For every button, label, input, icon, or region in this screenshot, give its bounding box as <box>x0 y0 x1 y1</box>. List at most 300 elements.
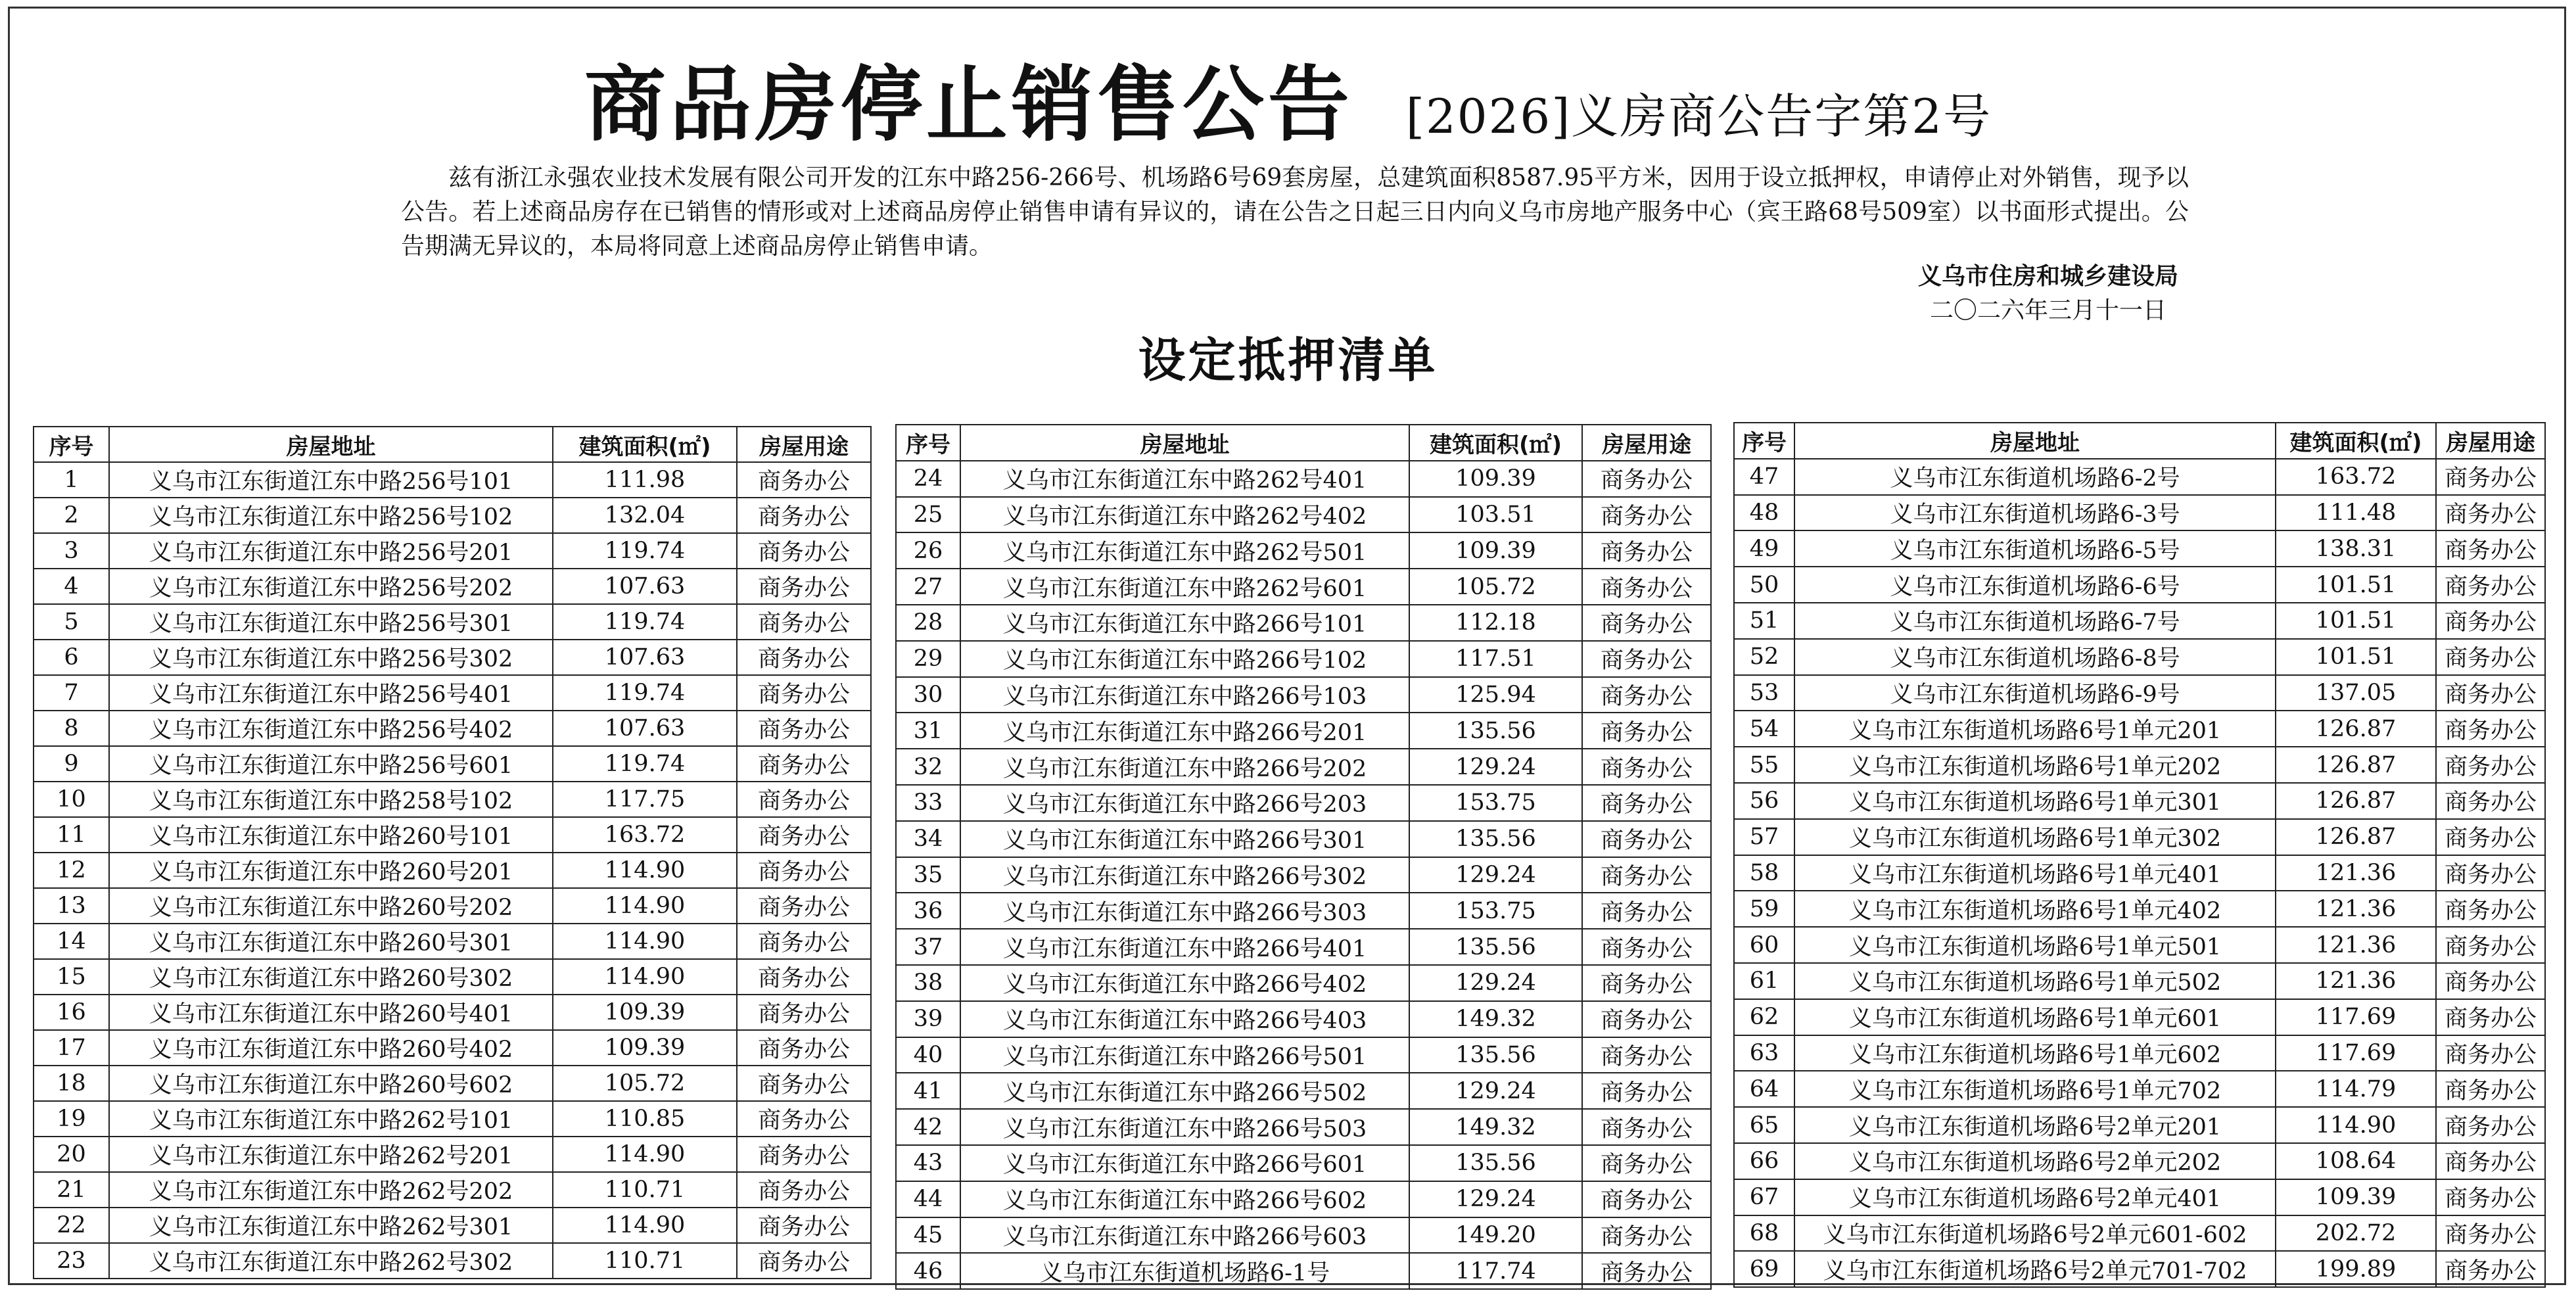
cell-address: 义乌市江东街道机场路6号1单元702 <box>1794 1071 2276 1107</box>
header-use: 房屋用途 <box>1582 425 1711 461</box>
cell-use: 商务办公 <box>737 640 871 675</box>
cell-address: 义乌市江东街道江东中路256号401 <box>109 675 553 711</box>
cell-no: 5 <box>34 604 109 640</box>
table-row <box>1734 963 2545 999</box>
cell-no: 57 <box>1734 819 1794 855</box>
cell-address: 义乌市江东街道江东中路266号402 <box>960 965 1409 1001</box>
cell-area: 135.56 <box>1409 1037 1582 1073</box>
cell-area: 108.64 <box>2276 1143 2436 1179</box>
cell-area: 126.87 <box>2276 819 2436 855</box>
cell-address: 义乌市江东街道江东中路260号301 <box>109 924 553 959</box>
cell-area: 109.39 <box>1409 532 1582 569</box>
cell-use: 商务办公 <box>2436 1107 2545 1143</box>
header-use: 房屋用途 <box>2436 423 2545 459</box>
cell-area: 117.69 <box>2276 999 2436 1035</box>
cell-area: 103.51 <box>1409 497 1582 533</box>
cell-use: 商务办公 <box>2436 675 2545 711</box>
cell-address: 义乌市江东街道江东中路262号302 <box>109 1243 553 1279</box>
cell-no: 44 <box>896 1181 960 1217</box>
cell-use: 商务办公 <box>737 888 871 924</box>
cell-use: 商务办公 <box>1582 1001 1711 1037</box>
cell-area: 117.74 <box>1409 1253 1582 1289</box>
cell-area: 110.71 <box>553 1243 737 1279</box>
cell-address: 义乌市江东街道机场路6-5号 <box>1794 530 2276 567</box>
cell-area: 199.89 <box>2276 1251 2436 1287</box>
cell-address: 义乌市江东街道江东中路256号301 <box>109 604 553 640</box>
cell-address: 义乌市江东街道江东中路266号303 <box>960 893 1409 929</box>
cell-no: 36 <box>896 893 960 929</box>
table-row <box>896 641 1711 677</box>
table-row <box>1734 567 2545 603</box>
cell-no: 23 <box>34 1243 109 1279</box>
cell-use: 商务办公 <box>737 782 871 817</box>
cell-no: 50 <box>1734 567 1794 603</box>
cell-area: 109.39 <box>2276 1179 2436 1215</box>
cell-area: 163.72 <box>553 817 737 853</box>
cell-use: 商务办公 <box>2436 530 2545 567</box>
table-row <box>896 749 1711 785</box>
cell-area: 111.98 <box>553 462 737 498</box>
cell-use: 商务办公 <box>737 1172 871 1208</box>
table-row <box>1734 783 2545 819</box>
cell-use: 商务办公 <box>1582 1109 1711 1145</box>
cell-use: 商务办公 <box>737 959 871 995</box>
table-row <box>34 498 871 533</box>
cell-no: 65 <box>1734 1107 1794 1143</box>
cell-use: 商务办公 <box>1582 1181 1711 1217</box>
cell-address: 义乌市江东街道江东中路262号401 <box>960 461 1409 497</box>
cell-no: 30 <box>896 677 960 713</box>
cell-no: 60 <box>1734 927 1794 963</box>
cell-area: 101.51 <box>2276 567 2436 603</box>
mortgage-table-3 <box>1733 422 2546 1288</box>
cell-address: 义乌市江东街道江东中路266号603 <box>960 1217 1409 1254</box>
cell-area: 107.63 <box>553 640 737 675</box>
cell-area: 114.90 <box>553 853 737 888</box>
cell-use: 商务办公 <box>1582 1217 1711 1254</box>
cell-use: 商务办公 <box>737 746 871 782</box>
cell-address: 义乌市江东街道机场路6-6号 <box>1794 567 2276 603</box>
table-row <box>1734 1071 2545 1107</box>
cell-no: 32 <box>896 749 960 785</box>
cell-use: 商务办公 <box>737 1066 871 1101</box>
cell-use: 商务办公 <box>2436 999 2545 1035</box>
cell-no: 56 <box>1734 783 1794 819</box>
cell-no: 20 <box>34 1137 109 1172</box>
cell-use: 商务办公 <box>2436 1071 2545 1107</box>
cell-no: 17 <box>34 1030 109 1066</box>
cell-area: 163.72 <box>2276 459 2436 495</box>
cell-no: 26 <box>896 532 960 569</box>
cell-no: 51 <box>1734 603 1794 639</box>
cell-use: 商务办公 <box>737 853 871 888</box>
table-row <box>896 497 1711 533</box>
cell-area: 119.74 <box>553 675 737 711</box>
cell-use: 商务办公 <box>737 924 871 959</box>
cell-use: 商务办公 <box>2436 1179 2545 1215</box>
cell-area: 109.39 <box>553 995 737 1030</box>
cell-address: 义乌市江东街道机场路6号2单元201 <box>1794 1107 2276 1143</box>
cell-no: 63 <box>1734 1035 1794 1071</box>
cell-address: 义乌市江东街道江东中路266号501 <box>960 1037 1409 1073</box>
cell-no: 25 <box>896 497 960 533</box>
cell-area: 129.24 <box>1409 749 1582 785</box>
cell-area: 137.05 <box>2276 675 2436 711</box>
table-row <box>896 1037 1711 1073</box>
table-header-row <box>896 425 1711 461</box>
cell-area: 117.69 <box>2276 1035 2436 1071</box>
cell-use: 商务办公 <box>737 711 871 746</box>
cell-use: 商务办公 <box>2436 603 2545 639</box>
cell-no: 24 <box>896 461 960 497</box>
cell-address: 义乌市江东街道江东中路266号202 <box>960 749 1409 785</box>
cell-no: 58 <box>1734 855 1794 891</box>
cell-address: 义乌市江东街道机场路6号1单元401 <box>1794 855 2276 891</box>
signature-block <box>1918 260 2178 328</box>
cell-use: 商务办公 <box>737 1208 871 1243</box>
cell-area: 114.90 <box>553 924 737 959</box>
cell-address: 义乌市江东街道江东中路256号402 <box>109 711 553 746</box>
cell-area: 114.90 <box>553 1208 737 1243</box>
cell-address: 义乌市江东街道江东中路266号201 <box>960 713 1409 749</box>
cell-address: 义乌市江东街道江东中路260号201 <box>109 853 553 888</box>
cell-address: 义乌市江东街道机场路6号1单元501 <box>1794 927 2276 963</box>
table-row <box>896 929 1711 965</box>
table-row <box>34 569 871 604</box>
cell-area: 119.74 <box>553 604 737 640</box>
cell-address: 义乌市江东街道机场路6-2号 <box>1794 459 2276 495</box>
cell-no: 69 <box>1734 1251 1794 1287</box>
cell-address: 义乌市江东街道江东中路260号202 <box>109 888 553 924</box>
cell-no: 46 <box>896 1253 960 1289</box>
table-row <box>34 1243 871 1279</box>
cell-use: 商务办公 <box>2436 891 2545 927</box>
cell-area: 114.90 <box>2276 1107 2436 1143</box>
cell-no: 68 <box>1734 1215 1794 1252</box>
cell-address: 义乌市江东街道机场路6-7号 <box>1794 603 2276 639</box>
cell-area: 121.36 <box>2276 891 2436 927</box>
cell-area: 149.32 <box>1409 1001 1582 1037</box>
cell-use: 商务办公 <box>2436 927 2545 963</box>
cell-use: 商务办公 <box>2436 855 2545 891</box>
table-row <box>34 817 871 853</box>
table-row <box>34 888 871 924</box>
table-row <box>896 713 1711 749</box>
table-row <box>896 1253 1711 1289</box>
table-row <box>1734 819 2545 855</box>
cell-address: 义乌市江东街道机场路6号1单元202 <box>1794 747 2276 783</box>
cell-address: 义乌市江东街道机场路6号1单元402 <box>1794 891 2276 927</box>
cell-no: 19 <box>34 1101 109 1137</box>
cell-no: 8 <box>34 711 109 746</box>
table-row <box>1734 1035 2545 1071</box>
cell-address: 义乌市江东街道机场路6号2单元401 <box>1794 1179 2276 1215</box>
cell-area: 112.18 <box>1409 605 1582 641</box>
cell-address: 义乌市江东街道江东中路260号402 <box>109 1030 553 1066</box>
cell-use: 商务办公 <box>1582 1145 1711 1181</box>
cell-area: 129.24 <box>1409 857 1582 893</box>
mortgage-table-2 <box>895 424 1712 1290</box>
table-row <box>34 1208 871 1243</box>
cell-address: 义乌市江东街道江东中路266号602 <box>960 1181 1409 1217</box>
cell-area: 105.72 <box>1409 569 1582 605</box>
table-row <box>1734 459 2545 495</box>
cell-use: 商务办公 <box>2436 711 2545 747</box>
notice-number: [2026]义房商公告字第2号 <box>1405 89 1992 144</box>
cell-address: 义乌市江东街道江东中路262号501 <box>960 532 1409 569</box>
cell-no: 33 <box>896 785 960 821</box>
cell-area: 109.39 <box>553 1030 737 1066</box>
header-area: 建筑面积(㎡) <box>2276 423 2436 459</box>
cell-area: 138.31 <box>2276 530 2436 567</box>
table-row <box>896 1109 1711 1145</box>
table-row <box>34 853 871 888</box>
cell-use: 商务办公 <box>1582 893 1711 929</box>
table-row <box>896 1001 1711 1037</box>
cell-address: 义乌市江东街道江东中路262号301 <box>109 1208 553 1243</box>
table-row <box>896 569 1711 605</box>
cell-no: 6 <box>34 640 109 675</box>
notice-paragraph: 兹有浙江永强农业技术发展有限公司开发的江东中路256-266号、机场路6号69套房屋，总建筑面积8587.95平方米，因用于设立抵押权，申请停止对外销售，现予以公告。若上述商品房存在已销售的情形或对上述商品房停止销售申请有异议的，请在公告之日起三日内向义乌市房地产服务中心（宾王路68号509室）以书面形式提出。公告期满无异议的，本局将同意上述商品房停止销售申请。 <box>401 164 2189 260</box>
table-row <box>34 1066 871 1101</box>
cell-area: 117.51 <box>1409 641 1582 677</box>
cell-no: 55 <box>1734 747 1794 783</box>
table-header-row <box>34 427 871 462</box>
table-row <box>896 1217 1711 1254</box>
table-row <box>34 640 871 675</box>
cell-no: 4 <box>34 569 109 604</box>
header-no: 序号 <box>896 425 960 461</box>
cell-address: 义乌市江东街道江东中路256号102 <box>109 498 553 533</box>
table-row <box>896 857 1711 893</box>
cell-no: 15 <box>34 959 109 995</box>
cell-area: 121.36 <box>2276 963 2436 999</box>
cell-area: 107.63 <box>553 569 737 604</box>
cell-no: 10 <box>34 782 109 817</box>
cell-address: 义乌市江东街道江东中路266号301 <box>960 821 1409 857</box>
cell-area: 114.90 <box>553 1137 737 1172</box>
table-row <box>1734 495 2545 531</box>
cell-area: 117.75 <box>553 782 737 817</box>
table-row <box>1734 1179 2545 1215</box>
cell-no: 18 <box>34 1066 109 1101</box>
table-row <box>34 924 871 959</box>
cell-area: 125.94 <box>1409 677 1582 713</box>
table-row <box>1734 1251 2545 1287</box>
cell-use: 商务办公 <box>737 1137 871 1172</box>
table-row <box>1734 855 2545 891</box>
cell-use: 商务办公 <box>2436 963 2545 999</box>
table-row <box>1734 1143 2545 1179</box>
table-row <box>896 1181 1711 1217</box>
cell-address: 义乌市江东街道机场路6号2单元202 <box>1794 1143 2276 1179</box>
table-row <box>34 1101 871 1137</box>
header-use: 房屋用途 <box>737 427 871 462</box>
cell-no: 41 <box>896 1073 960 1109</box>
cell-use: 商务办公 <box>1582 461 1711 497</box>
cell-address: 义乌市江东街道江东中路266号102 <box>960 641 1409 677</box>
cell-area: 135.56 <box>1409 929 1582 965</box>
cell-address: 义乌市江东街道机场路6-1号 <box>960 1253 1409 1289</box>
cell-area: 153.75 <box>1409 785 1582 821</box>
cell-use: 商务办公 <box>737 569 871 604</box>
table-row <box>896 532 1711 569</box>
cell-no: 47 <box>1734 459 1794 495</box>
cell-no: 16 <box>34 995 109 1030</box>
header-area: 建筑面积(㎡) <box>553 427 737 462</box>
cell-use: 商务办公 <box>2436 639 2545 675</box>
cell-use: 商务办公 <box>2436 1251 2545 1287</box>
cell-use: 商务办公 <box>1582 749 1711 785</box>
table-row <box>896 821 1711 857</box>
cell-address: 义乌市江东街道江东中路256号201 <box>109 533 553 569</box>
cell-use: 商务办公 <box>1582 677 1711 713</box>
cell-no: 14 <box>34 924 109 959</box>
list-title: 设定抵押清单 <box>1138 333 1438 388</box>
cell-no: 29 <box>896 641 960 677</box>
cell-area: 114.90 <box>553 959 737 995</box>
cell-area: 132.04 <box>553 498 737 533</box>
cell-area: 135.56 <box>1409 1145 1582 1181</box>
cell-address: 义乌市江东街道机场路6-8号 <box>1794 639 2276 675</box>
cell-use: 商务办公 <box>1582 605 1711 641</box>
cell-area: 129.24 <box>1409 1181 1582 1217</box>
cell-address: 义乌市江东街道机场路6号2单元601-602 <box>1794 1215 2276 1252</box>
header-area: 建筑面积(㎡) <box>1409 425 1582 461</box>
cell-area: 107.63 <box>553 711 737 746</box>
cell-no: 31 <box>896 713 960 749</box>
table-row <box>896 1145 1711 1181</box>
cell-no: 48 <box>1734 495 1794 531</box>
cell-area: 126.87 <box>2276 783 2436 819</box>
table-row <box>896 893 1711 929</box>
cell-no: 43 <box>896 1145 960 1181</box>
cell-no: 35 <box>896 857 960 893</box>
table-row <box>34 995 871 1030</box>
cell-use: 商务办公 <box>737 604 871 640</box>
cell-use: 商务办公 <box>737 533 871 569</box>
cell-no: 53 <box>1734 675 1794 711</box>
cell-address: 义乌市江东街道江东中路266号403 <box>960 1001 1409 1037</box>
cell-area: 114.79 <box>2276 1071 2436 1107</box>
cell-use: 商务办公 <box>737 817 871 853</box>
cell-area: 153.75 <box>1409 893 1582 929</box>
cell-area: 121.36 <box>2276 927 2436 963</box>
mortgage-table-1 <box>33 426 872 1279</box>
cell-use: 商务办公 <box>1582 641 1711 677</box>
cell-area: 101.51 <box>2276 639 2436 675</box>
cell-area: 101.51 <box>2276 603 2436 639</box>
header-address: 房屋地址 <box>960 425 1409 461</box>
table-row <box>1734 603 2545 639</box>
cell-address: 义乌市江东街道机场路6-3号 <box>1794 495 2276 531</box>
cell-address: 义乌市江东街道江东中路262号101 <box>109 1101 553 1137</box>
table-row <box>896 677 1711 713</box>
table-row <box>1734 675 2545 711</box>
cell-use: 商务办公 <box>1582 713 1711 749</box>
cell-address: 义乌市江东街道江东中路256号101 <box>109 462 553 498</box>
issue-date: 二〇二六年三月十一日 <box>1929 297 2166 324</box>
cell-no: 2 <box>34 498 109 533</box>
cell-use: 商务办公 <box>737 1101 871 1137</box>
cell-no: 22 <box>34 1208 109 1243</box>
cell-use: 商务办公 <box>2436 1035 2545 1071</box>
cell-address: 义乌市江东街道江东中路256号302 <box>109 640 553 675</box>
cell-use: 商务办公 <box>2436 1143 2545 1179</box>
cell-no: 64 <box>1734 1071 1794 1107</box>
cell-area: 119.74 <box>553 533 737 569</box>
cell-use: 商务办公 <box>1582 929 1711 965</box>
cell-address: 义乌市江东街道江东中路256号202 <box>109 569 553 604</box>
table-row <box>34 711 871 746</box>
cell-area: 109.39 <box>1409 461 1582 497</box>
cell-no: 61 <box>1734 963 1794 999</box>
cell-address: 义乌市江东街道机场路6号1单元301 <box>1794 783 2276 819</box>
table-row <box>34 533 871 569</box>
cell-area: 111.48 <box>2276 495 2436 531</box>
cell-use: 商务办公 <box>1582 497 1711 533</box>
notice-header <box>0 39 2576 156</box>
cell-no: 59 <box>1734 891 1794 927</box>
cell-area: 105.72 <box>553 1066 737 1101</box>
cell-no: 11 <box>34 817 109 853</box>
table-row <box>34 1172 871 1208</box>
cell-no: 45 <box>896 1217 960 1254</box>
table-row <box>34 604 871 640</box>
issuing-organization: 义乌市住房和城乡建设局 <box>1917 263 2178 290</box>
cell-area: 110.71 <box>553 1172 737 1208</box>
cell-area: 129.24 <box>1409 965 1582 1001</box>
cell-area: 135.56 <box>1409 821 1582 857</box>
table-row <box>896 605 1711 641</box>
cell-no: 38 <box>896 965 960 1001</box>
cell-area: 126.87 <box>2276 711 2436 747</box>
cell-use: 商务办公 <box>2436 1215 2545 1252</box>
cell-area: 149.20 <box>1409 1217 1582 1254</box>
cell-address: 义乌市江东街道江东中路266号503 <box>960 1109 1409 1145</box>
cell-address: 义乌市江东街道江东中路260号302 <box>109 959 553 995</box>
cell-no: 37 <box>896 929 960 965</box>
cell-use: 商务办公 <box>1582 1073 1711 1109</box>
cell-area: 129.24 <box>1409 1073 1582 1109</box>
cell-address: 义乌市江东街道江东中路260号401 <box>109 995 553 1030</box>
cell-address: 义乌市江东街道江东中路266号302 <box>960 857 1409 893</box>
cell-address: 义乌市江东街道机场路6号1单元601 <box>1794 999 2276 1035</box>
cell-no: 12 <box>34 853 109 888</box>
cell-address: 义乌市江东街道机场路6号1单元201 <box>1794 711 2276 747</box>
cell-no: 67 <box>1734 1179 1794 1215</box>
cell-no: 9 <box>34 746 109 782</box>
cell-no: 34 <box>896 821 960 857</box>
cell-use: 商务办公 <box>2436 783 2545 819</box>
cell-address: 义乌市江东街道江东中路258号102 <box>109 782 553 817</box>
table-row <box>1734 747 2545 783</box>
table-row <box>34 746 871 782</box>
cell-area: 149.32 <box>1409 1109 1582 1145</box>
cell-address: 义乌市江东街道机场路6号1单元302 <box>1794 819 2276 855</box>
cell-no: 27 <box>896 569 960 605</box>
cell-address: 义乌市江东街道江东中路266号203 <box>960 785 1409 821</box>
cell-use: 商务办公 <box>2436 459 2545 495</box>
table-header-row <box>1734 423 2545 459</box>
cell-use: 商务办公 <box>2436 495 2545 531</box>
cell-no: 52 <box>1734 639 1794 675</box>
cell-address: 义乌市江东街道江东中路262号402 <box>960 497 1409 533</box>
cell-address: 义乌市江东街道江东中路266号101 <box>960 605 1409 641</box>
cell-address: 义乌市江东街道机场路6-9号 <box>1794 675 2276 711</box>
cell-use: 商务办公 <box>1582 857 1711 893</box>
cell-use: 商务办公 <box>1582 785 1711 821</box>
